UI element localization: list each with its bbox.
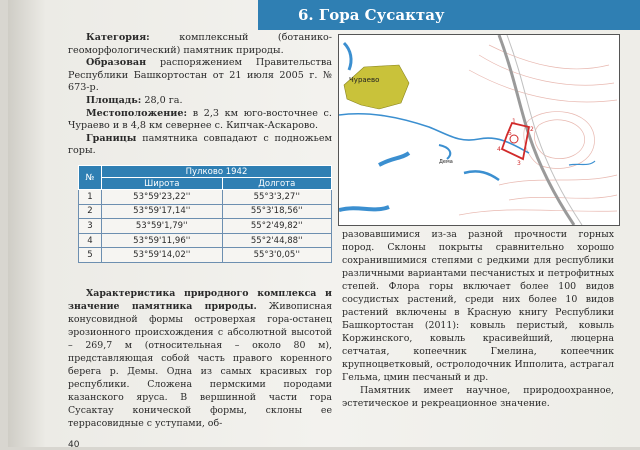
contour-lines [459, 45, 617, 215]
founded-label: Образован [86, 57, 147, 69]
area-paragraph [68, 95, 332, 108]
point-label: 3 [517, 160, 521, 167]
location-paragraph [68, 108, 332, 133]
founded-text: распоряжением Правительства Республики Башкортостан от 21 июля 2005 г. № 673-р. [68, 57, 332, 94]
table-row [79, 219, 332, 234]
category-text: комплексный (ботанико-геоморфологический) памятник природы. [68, 32, 332, 56]
page-number: 40 [68, 440, 80, 450]
lake-shape [379, 153, 409, 165]
significance-paragraph: Памятник имеет научное, природоохранное, эстетическое и рекреационное значение. [342, 385, 614, 409]
lake-shape [464, 171, 499, 180]
road-edge [507, 35, 582, 225]
borders-text: памятника совпадают с подножьем горы. [68, 132, 332, 157]
row-lon: 55°3'3,27'' [222, 190, 331, 205]
row-number: 1 [79, 190, 102, 205]
row-lon: 55°3'0,05'' [222, 248, 331, 263]
river-label: Дема [439, 159, 453, 165]
river-branch [344, 43, 351, 70]
lake-shape [339, 207, 389, 210]
category-paragraph [68, 32, 332, 57]
row-lat: 53°59'17,14'' [102, 204, 223, 219]
village-label: Чураево [349, 76, 380, 84]
title-banner [258, 0, 640, 30]
row-lat: 53°59'11,96'' [102, 233, 223, 248]
row-lon: 55°2'44,88'' [222, 233, 331, 248]
row-lat: 53°59'23,22'' [102, 190, 223, 205]
num-header: № [79, 166, 102, 190]
row-number: 3 [79, 219, 102, 234]
area-label: Площадь: [86, 94, 142, 106]
right-text-block [342, 228, 614, 410]
location-label: Местоположение: [86, 107, 188, 119]
table-row [79, 204, 332, 219]
borders-label: Границы [86, 132, 137, 144]
characteristic-heading: Характеристика природного комплекса и значение памятника природы. [68, 288, 332, 312]
lake-shape [439, 145, 450, 159]
flora-paragraph: разовавшимися из-за разной прочности горных пород. Склоны покрыты сравнительно хорошо сохранившимися степями с редкими для республики различными вариантами песчанистых и петрофитных степей. Флора горы включает более 100 видов сосудистых растений, среди них более 10 видов растений включены в Красную книгу Республики Башкортостан (2011): ковыль перистый, ковыль Коржинского, ковыль красивейший, люцерна сетчатая, копеечник Гмелина, копеечник крупноцветковый, остролодочник Ипполита, астрагал Гельма, цмин песчаный и др. [342, 229, 614, 383]
point-label: 2 [530, 126, 534, 133]
borders-paragraph [68, 133, 332, 158]
table-row [79, 233, 332, 248]
area-text: 28,0 га. [144, 94, 183, 106]
coordinates-table [78, 165, 332, 263]
intro-block [68, 32, 332, 158]
map-graphic [339, 35, 619, 225]
village-area [344, 65, 409, 109]
point-label: 1 [512, 118, 516, 125]
point-label: 5 [508, 130, 512, 137]
characteristic-paragraph [68, 287, 332, 430]
row-lon: 55°2'49,82'' [222, 219, 331, 234]
book-page [8, 0, 640, 450]
row-number: 5 [79, 248, 102, 263]
characteristic-block [68, 287, 332, 430]
row-lon: 55°3'18,56'' [222, 204, 331, 219]
category-label: Категория: [86, 32, 150, 43]
lon-header: Долгота [222, 178, 331, 190]
row-lat: 53°59'1,79'' [102, 219, 223, 234]
point-label: 4 [497, 146, 501, 153]
characteristic-text: Живописная конусовидной формы островерхая гора-останец эрозионного происхождения с абсолютной высотой – 269,7 м (относительная – около 80 м), представляющая собой часть правого коренного берега р. Демы. Одна из самых красивых гор республики. Сложена пермскими породами казанского яруса. В вершинной части гора Сусактау конической формы, склоны ее террасовидные с уступами, об- [68, 301, 332, 429]
table-row [79, 248, 332, 263]
row-number: 2 [79, 204, 102, 219]
location-text: в 2,3 км юго-восточнее с. Чураево и в 4,8 км севернее с. Кипчак-Аскарово. [68, 107, 332, 132]
row-number: 4 [79, 233, 102, 248]
row-lat: 53°59'14,02'' [102, 248, 223, 263]
page-title: 6. Гора Сусактау [298, 6, 445, 24]
table-row [79, 190, 332, 205]
system-header: Пулково 1942 [102, 166, 332, 178]
founded-paragraph [68, 57, 332, 95]
lat-header: Широта [102, 178, 223, 190]
location-map [338, 34, 620, 226]
